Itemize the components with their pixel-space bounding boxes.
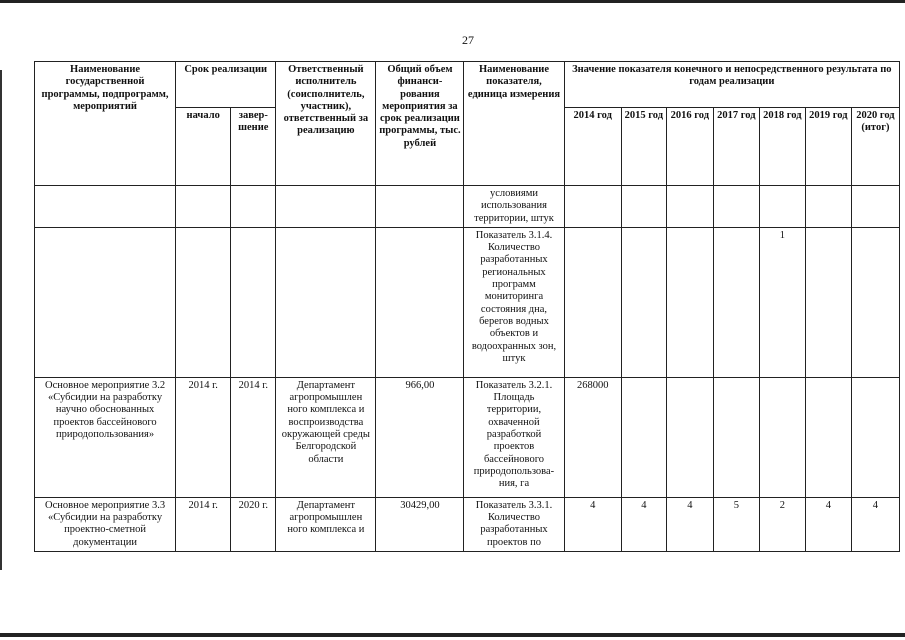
cell-indicator: Показатель 3.1.4. Количество разработанных региональных программ мониторинга состояния дна, берегов водных объектов и водоохранных зон, штук [464,227,564,377]
cell-value [851,227,899,377]
header-year-2016: 2016 год [666,108,713,186]
cell-value: 4 [666,497,713,551]
program-table [34,61,900,552]
cell-financing: 30429,00 [376,497,464,551]
table-row [35,497,900,551]
cell-value [621,227,666,377]
header-executor: Ответственный исполнитель (соисполнитель, участник), ответственный за реализацию [276,62,376,186]
header-values-title: Значение показателя конечного и непосредственного результата по годам реализации [564,62,899,108]
header-year-2015: 2015 год [621,108,666,186]
scan-top-edge [0,0,905,3]
page-number: 27 [462,33,474,47]
cell-value [713,377,759,497]
table-row [35,186,900,228]
header-year-2017: 2017 год [713,108,759,186]
cell-name: Основное мероприятие 3.3 «Субсидии на разработку проектно-сметной документации [35,497,176,551]
cell-value [564,227,621,377]
cell-financing [376,227,464,377]
cell-value [805,377,851,497]
cell-value: 5 [713,497,759,551]
header-indicator: Наименование показателя, единица измерения [464,62,564,186]
cell-indicator: Показатель 3.2.1. Площадь территории, охваченной разработкой проектов бассейнового природопользова-ния, га [464,377,564,497]
cell-indicator: Показатель 3.3.1. Количество разработанных проектов по [464,497,564,551]
table-row [35,227,900,377]
cell-value [713,186,759,228]
cell-executor [276,186,376,228]
header-year-2014: 2014 год [564,108,621,186]
cell-start [176,186,231,228]
header-year-2019: 2019 год [805,108,851,186]
cell-value [666,377,713,497]
cell-value: 1 [759,227,805,377]
cell-value: 4 [851,497,899,551]
cell-value [851,377,899,497]
header-row-1 [35,62,900,108]
cell-value [851,186,899,228]
cell-name [35,227,176,377]
cell-value: 4 [564,497,621,551]
cell-executor: Департамент агропромышлен ного комплекса и [276,497,376,551]
cell-value [621,186,666,228]
cell-executor [276,227,376,377]
table-row [35,377,900,497]
cell-financing: 966,00 [376,377,464,497]
scan-left-edge [0,70,2,570]
header-year-2020: 2020 год (итог) [851,108,899,186]
cell-end: 2020 г. [231,497,276,551]
scan-bottom-edge [0,633,905,637]
header-financing: Общий объем финанси-рования мероприятия за срок реализации программы, тыс. рублей [376,62,464,186]
cell-indicator: условиями использования территории, штук [464,186,564,228]
cell-value [666,186,713,228]
cell-name: Основное мероприятие 3.2 «Субсидии на разработку научно обоснованных проектов бассейнового природопользования» [35,377,176,497]
cell-financing [376,186,464,228]
cell-executor: Департамент агропромышлен ного комплекса и воспроизводства окружающей среды Белгородской области [276,377,376,497]
cell-start: 2014 г. [176,497,231,551]
cell-value: 268000 [564,377,621,497]
header-period-start: начало [176,108,231,186]
header-name: Наименование государственной программы, подпрограмм, мероприятий [35,62,176,186]
cell-value: 2 [759,497,805,551]
cell-value [621,377,666,497]
cell-value [759,186,805,228]
cell-value: 4 [621,497,666,551]
cell-value [759,377,805,497]
cell-name [35,186,176,228]
cell-value: 4 [805,497,851,551]
cell-value [713,227,759,377]
header-period-end: завер-шение [231,108,276,186]
cell-end [231,186,276,228]
cell-end: 2014 г. [231,377,276,497]
cell-value [564,186,621,228]
cell-end [231,227,276,377]
cell-value [666,227,713,377]
cell-value [805,227,851,377]
cell-start [176,227,231,377]
header-period: Срок реализации [176,62,276,108]
cell-value [805,186,851,228]
header-year-2018: 2018 год [759,108,805,186]
cell-start: 2014 г. [176,377,231,497]
